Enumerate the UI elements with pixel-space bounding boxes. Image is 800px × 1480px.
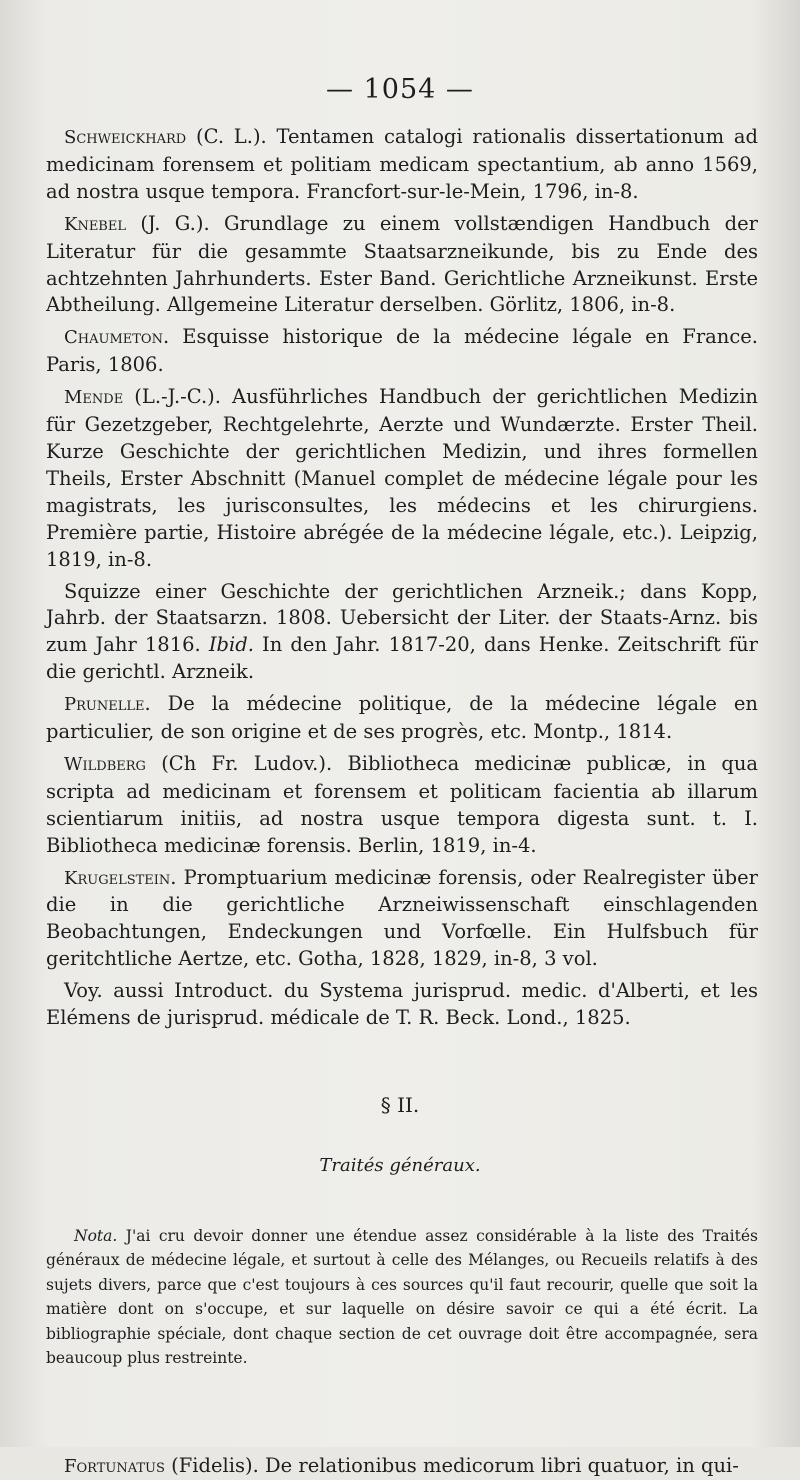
bibliography-entry <box>46 865 758 974</box>
section-title: Traités généraux. <box>319 1155 481 1176</box>
page-number: — 1054 — <box>326 74 474 105</box>
entry-text: Voy. aussi Introduct. du Systema jurisprud. medic. d'Alberti, et les Elémens de jurisprud. médicale de T. R. Beck. Lond., 1825. <box>46 979 758 1030</box>
bibliography-entry <box>46 579 758 687</box>
nota-label: Nota. <box>74 1226 118 1245</box>
nota-text: J'ai cru devoir donner une étendue assez considérable à la liste des Traités généraux de médecine légale, et surtout à celle des Mélanges, ou Recueils relatifs à des sujets divers, parce que c'est toujours à ces sources qu'il faut recourir, quelle que soit la matière dont on s'occupe, et sur laquelle on désire savoir ce qui a été écrit. La bibliographie spéciale, dont chaque section de cet ouvrage doit être accompagnée, sera beaucoup plus restreinte. <box>46 1226 758 1367</box>
entry-text: . Esquisse historique de la médecine légale en France. Paris, 1806. <box>46 325 758 377</box>
bibliography-entry <box>46 691 758 746</box>
author-name: Prunelle <box>64 694 145 716</box>
entry-text-continued: In den Jahr. 1817-20, dans Henke. Zeitschrift für die gerichtl. Arzneik. <box>46 633 758 684</box>
bibliography-entry-continued <box>46 1452 758 1480</box>
bibliography-entry <box>46 211 758 320</box>
entry-text: (Ch Fr. Ludov.). Bibliotheca medicinæ publicæ, in qua scripta ad medicinam et forensem et politicam facientia ab illarum scientiarum initiis, ad nostra usque tempora digesta sunt. t. I. Bibliotheca medicinæ forensis. Berlin, 1819, in-4. <box>46 751 758 857</box>
nota-paragraph <box>46 1224 758 1371</box>
author-name: Schweickhard <box>64 127 187 148</box>
entry-text: . Promptuarium medicinæ forensis, oder Realregister über die in die gerichtliche Arzneiwissenschaft einschlagenden Beobachtungen, Endeckungen und Vorfœlle. Ein Hulfsbuch für geritchtliche Aertze, etc. Gotha, 1828, 1829, in-8, 3 vol. <box>46 865 758 971</box>
author-name: Mende <box>64 387 124 409</box>
entry-text: (J. G.). Grundlage zu einem vollstændigen Handbuch der Literatur für die gesammte Staatsarzneikunde, bis zu Ende des achtzehnten Jahrhunderts. Ester Band. Gerichtliche Arzneikunst. Erste Abtheilung. Allgemeine Literatur derselben. Görlitz, 1806, in-8. <box>46 211 758 317</box>
author-name: Knebel <box>64 213 126 235</box>
bibliography-entry <box>46 978 758 1032</box>
entry-text: . De la médecine politique, de la médecine légale en particulier, de son origine et de ses progrès, etc. Montp., 1814. <box>46 692 758 744</box>
bibliography-entry <box>46 384 758 573</box>
entry-text: (L.-J.-C.). Ausführliches Handbuch der gerichtlichen Medizin für Gezetzgeber, Rechtgelehrte, Aerzte und Wundærzte. Erster Theil. Kurze Geschichte der gerichtlichen Medizin, und ihres formellen Theils, Erster Abschnitt (Manuel complet de médecine légale pour les magistrats, les jurisconsultes, les médecins et les chirurgiens. Première partie, Histoire abrégée de la médecine légale, etc.). Leipzig, 1819, in-8. <box>46 385 758 571</box>
entry-text: (Fidelis). De relationibus medicorum libri quatuor, in qui- <box>164 1453 739 1477</box>
bibliography-entry <box>46 751 758 860</box>
bibliography-list <box>46 124 758 1037</box>
entry-text: Squizze einer Geschichte der gerichtlichen Arzneik.; dans Kopp, Jahrb. der Staatsarzn. 1808. Uebersicht der Liter. der Staats-Arnz. bis zum Jahr 1816. <box>46 579 758 657</box>
bibliography-entry <box>46 124 758 206</box>
entry-italic-ref: Ibid. <box>208 633 254 657</box>
author-name: Chaumeton <box>64 327 163 349</box>
author-name: Fortunatus <box>64 1455 165 1477</box>
author-name: Krugelstein <box>64 867 171 889</box>
entry-text: (C. L.). Tentamen catalogi rationalis dissertationum ad medicinam forensem et politiam medicam spectantium, ab anno 1569, ad nostra usque tempora. Francfort-sur-le-Mein, 1796, in-8. <box>46 125 758 203</box>
bibliography-entry <box>46 324 758 379</box>
author-name: Wildberg <box>64 753 146 775</box>
section-number: § II. <box>380 1093 420 1117</box>
